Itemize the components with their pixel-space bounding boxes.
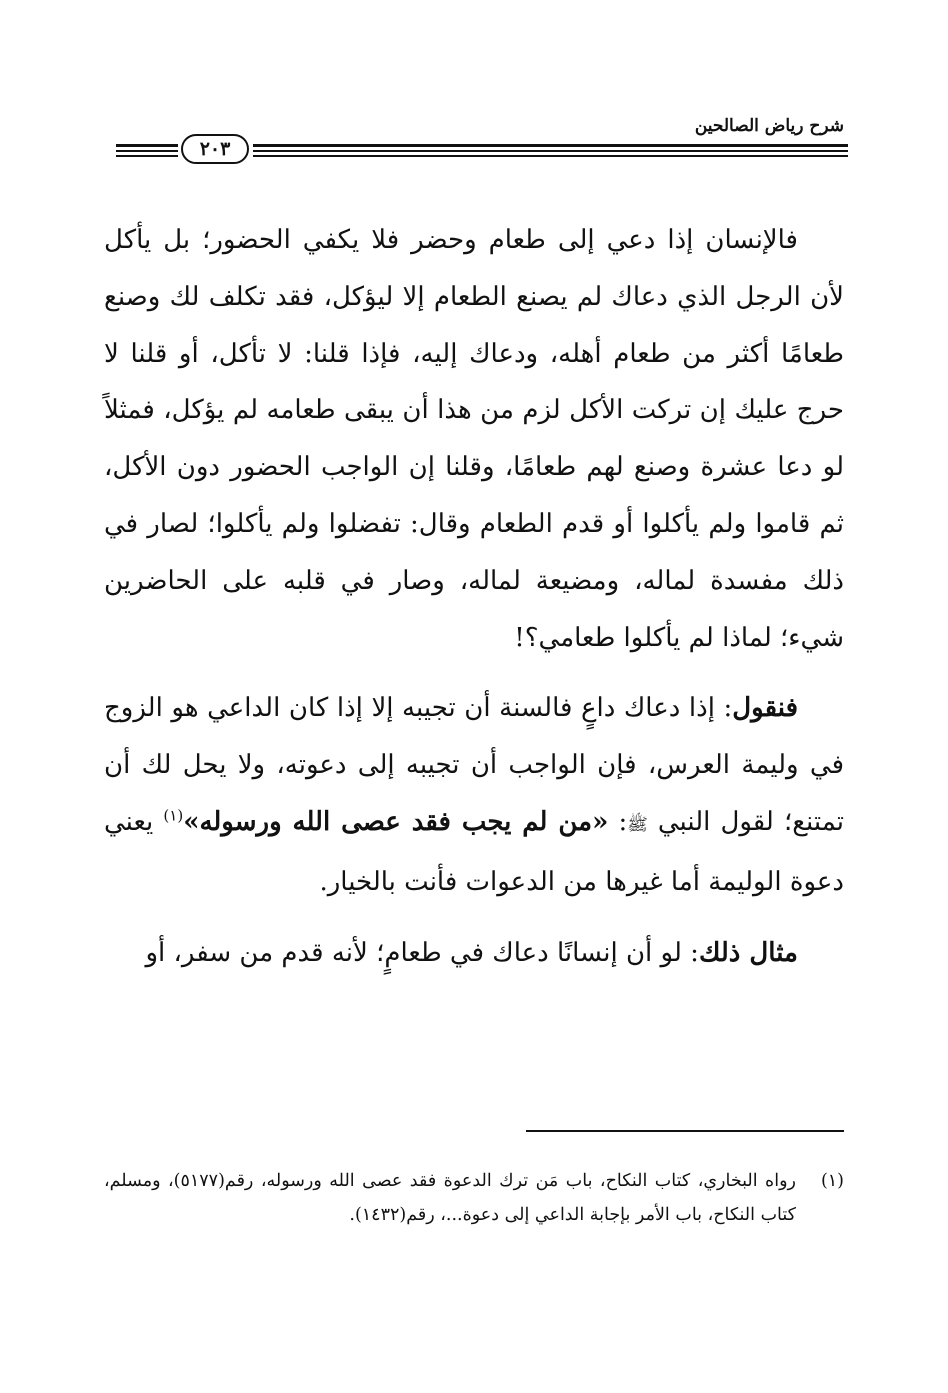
footnote-item bbox=[104, 1164, 844, 1232]
footnotes bbox=[104, 1164, 844, 1232]
footnote-separator bbox=[526, 1130, 844, 1132]
salla-symbol: ﷺ bbox=[627, 814, 648, 835]
footnote-text: رواه البخاري، كتاب النكاح، باب مَن ترك الدعوة فقد عصى الله ورسوله، رقم(٥١٧٧)، ومسلم، كتاب النكاح، باب الأمر بإجابة الداعي إلى دعوة...، رقم(١٤٣٢). bbox=[104, 1171, 796, 1225]
header-rule-right bbox=[253, 140, 848, 160]
paragraph-2-colon: : bbox=[608, 806, 628, 837]
hadith-quote: «من لم يجب فقد عصى الله ورسوله» bbox=[183, 806, 609, 837]
page-number: ٢٠٣ bbox=[181, 134, 249, 164]
paragraph-3-text: : لو أن إنسانًا دعاك في طعامٍ؛ لأنه قدم من سفر، أو bbox=[145, 937, 699, 968]
header-rule-left bbox=[116, 140, 178, 160]
paragraph-3-label: مثال ذلك bbox=[698, 937, 798, 968]
footnote-number: (١) bbox=[820, 1171, 844, 1191]
paragraph-2-text-a: : إذا دعاك داعٍ فالسنة أن تجيبه إلا إذا كان الداعي هو الزوج في وليمة العرس، فإن الواجب أن تجيبه إلى دعوته، ولا يحل لك أن تمتنع؛ لقول النبي bbox=[104, 693, 845, 837]
paragraph-2-text-b: يعني دعوة الوليمة أما غيرها من الدعوات فأنت بالخيار. bbox=[104, 806, 844, 897]
paragraph-3 bbox=[104, 925, 844, 982]
paragraph-2 bbox=[104, 680, 844, 910]
footnote-reference: (١) bbox=[163, 806, 184, 825]
running-header-title: شرح رياض الصالحين bbox=[694, 116, 844, 136]
main-text bbox=[104, 212, 844, 981]
paragraph-2-label: فنقول bbox=[732, 693, 798, 724]
paragraph-1: فالإنسان إذا دعي إلى طعام وحضر فلا يكفي الحضور؛ بل يأكل لأن الرجل الذي دعاك لم يصنع الطعام إلا ليؤكل، فقد تكلف لك وصنع طعامًا أكثر من طعام أهله، ودعاك إليه، فإذا قلنا: لا تأكل، أو قلنا لا حرج عليك إن تركت الأكل لزم من هذا أن يبقى طعامه لم يؤكل، فمثلاً لو دعا عشرة وصنع لهم طعامًا، وقلنا إن الواجب الحضور دون الأكل، ثم قاموا ولم يأكلوا أو قدم الطعام وقال: تفضلوا ولم يأكلوا؛ لصار في ذلك مفسدة لماله، ومضيعة لماله، وصار في قلبه على الحاضرين شيء؛ لماذا لم يأكلوا طعامي؟! bbox=[104, 225, 844, 653]
